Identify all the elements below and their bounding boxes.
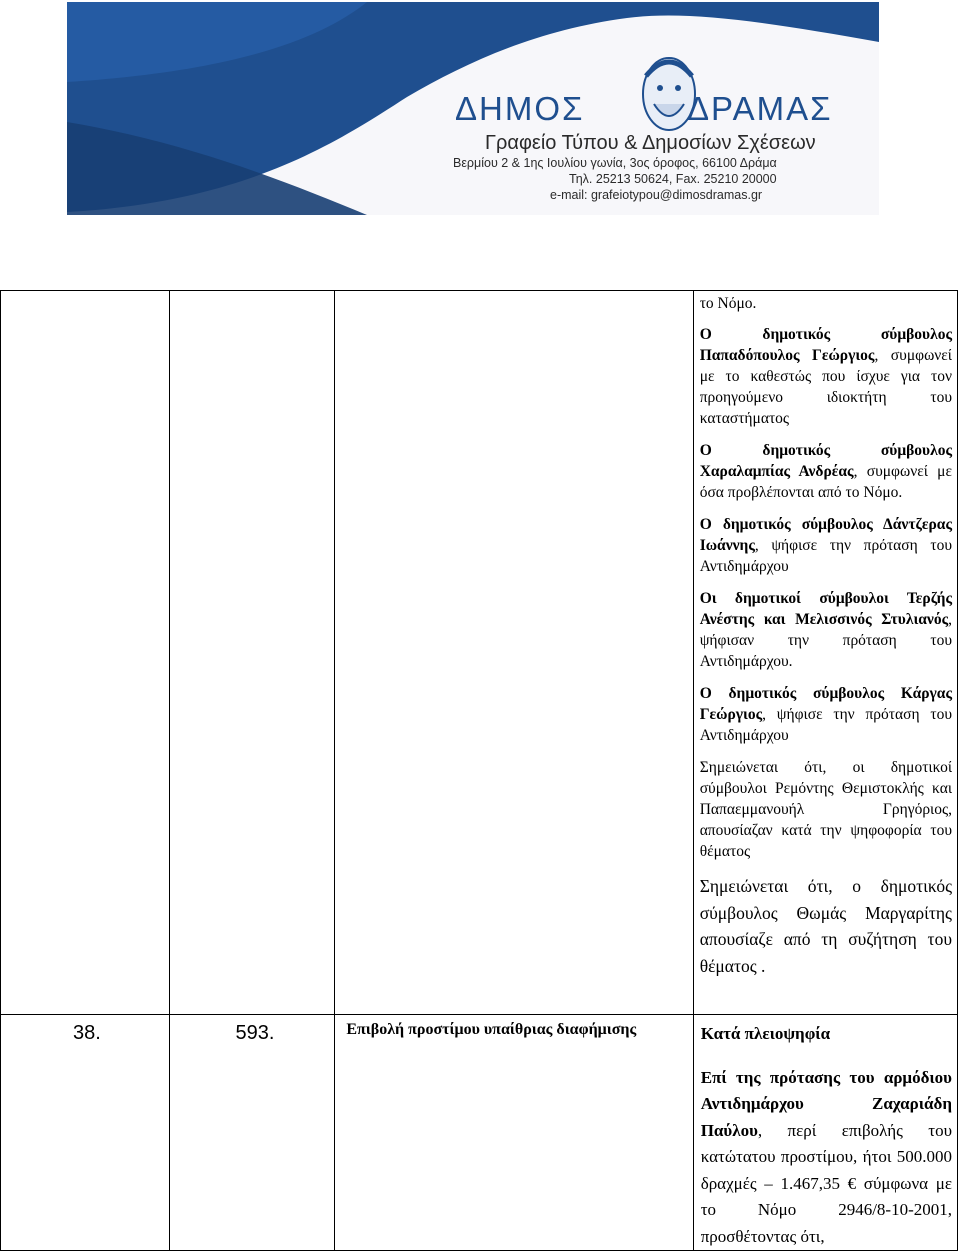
org-name-part2: ΔΡΑΜΑΣ [687,90,833,127]
council-member: Ο δημοτικός σύμβουλος Κάργας Γεώργιος [699,685,952,723]
paragraph [700,588,952,672]
paragraph-text: , περί επιβολής του κατώτατου προστίμου, ήτοι 500.000 δραχμές – 1.467,35 € σύμφωνα με το Νόμο 2946/8-10-2001, προσθέτοντας ότι, [700,1120,952,1246]
paragraph [700,514,952,577]
paragraph [700,324,952,429]
email-line: e-mail: grafeiotypou@dimosdramas.gr [550,188,763,202]
vote-result: Κατά πλειοψηφία [700,1024,831,1043]
paragraph [700,683,952,746]
table-row [1,291,958,1015]
decision-cell [693,1015,957,1251]
vote-details-cell [693,291,957,1015]
paragraph-text: , ψήφισε την πρόταση του Αντιδημάρχου [699,706,952,744]
council-member: Χαραλαμπίας Ανδρέας [699,463,854,480]
decisions-table [0,290,958,1251]
address-line: Βερμίου 2 & 1ης Ιουλίου γωνία, 3ος όροφος, 66100 Δράμα [453,156,777,170]
decision-number: 593. [169,1015,335,1251]
proposal-author: Επί της πρότασης του αρμόδιου Αντιδημάρχου Ζαχαριάδη Παύλου [700,1067,952,1140]
council-member: Ο δημοτικός σύμβουλος Δάντζερας Ιωάννης [699,516,952,554]
table-row [1,1015,958,1251]
subject-text: Επιβολή προστίμου υπαίθριας διαφήμισης [335,1015,693,1251]
org-name-part1: ΔΗΜΟΣ [455,90,585,127]
paragraph: Σημειώνεται ότι, ο δημοτικός σύμβουλος Θωμάς Μαργαρίτης απουσίαζε από τη συζήτηση του θέματος . [699,876,952,976]
paragraph [700,440,952,503]
item-number: 38. [1,1015,170,1251]
letterhead-banner [67,2,879,215]
council-member: Ο δημοτικός σύμβουλος Παπαδόπουλος Γεώργιος [699,326,952,364]
number-cell [1,291,170,1015]
phone-line: Τηλ. 25213 50624, Fax. 25210 20000 [569,172,777,186]
paragraph-text: , συμφωνεί με όσα προβλέπονται από το Νόμο. [699,463,952,501]
paragraph-text: , ψήφισε την πρόταση του Αντιδημάρχου [699,537,952,575]
council-members: Οι δημοτικοί σύμβουλοι Τερζής Ανέστης και Μελισσινός Στυλιανός [699,590,952,628]
subject-cell [335,291,693,1015]
office-title: Γραφείο Τύπου & Δημοσίων Σχέσεων [485,132,816,154]
decision-no-cell [169,291,335,1015]
paragraph-text: , συμφωνεί με το καθεστώς που ίσχυε για τον προηγούμενο ιδιοκτήτη του καταστήματος [699,347,952,427]
paragraph-text: , ψήφισαν την πρόταση του Αντιδημάρχου. [699,611,952,670]
paragraph [701,1065,952,1251]
paragraph: το Νόμο. [699,295,757,312]
paragraph: Σημειώνεται ότι, οι δημοτικοί σύμβουλοι Ρεμόντης Θεμιστοκλής και Παπαεμμανουήλ Γρηγόριος, απουσίαζαν κατά την ψηφοφορία του θέματος [699,759,952,860]
council-member-title: Ο δημοτικός σύμβουλος [699,442,952,459]
